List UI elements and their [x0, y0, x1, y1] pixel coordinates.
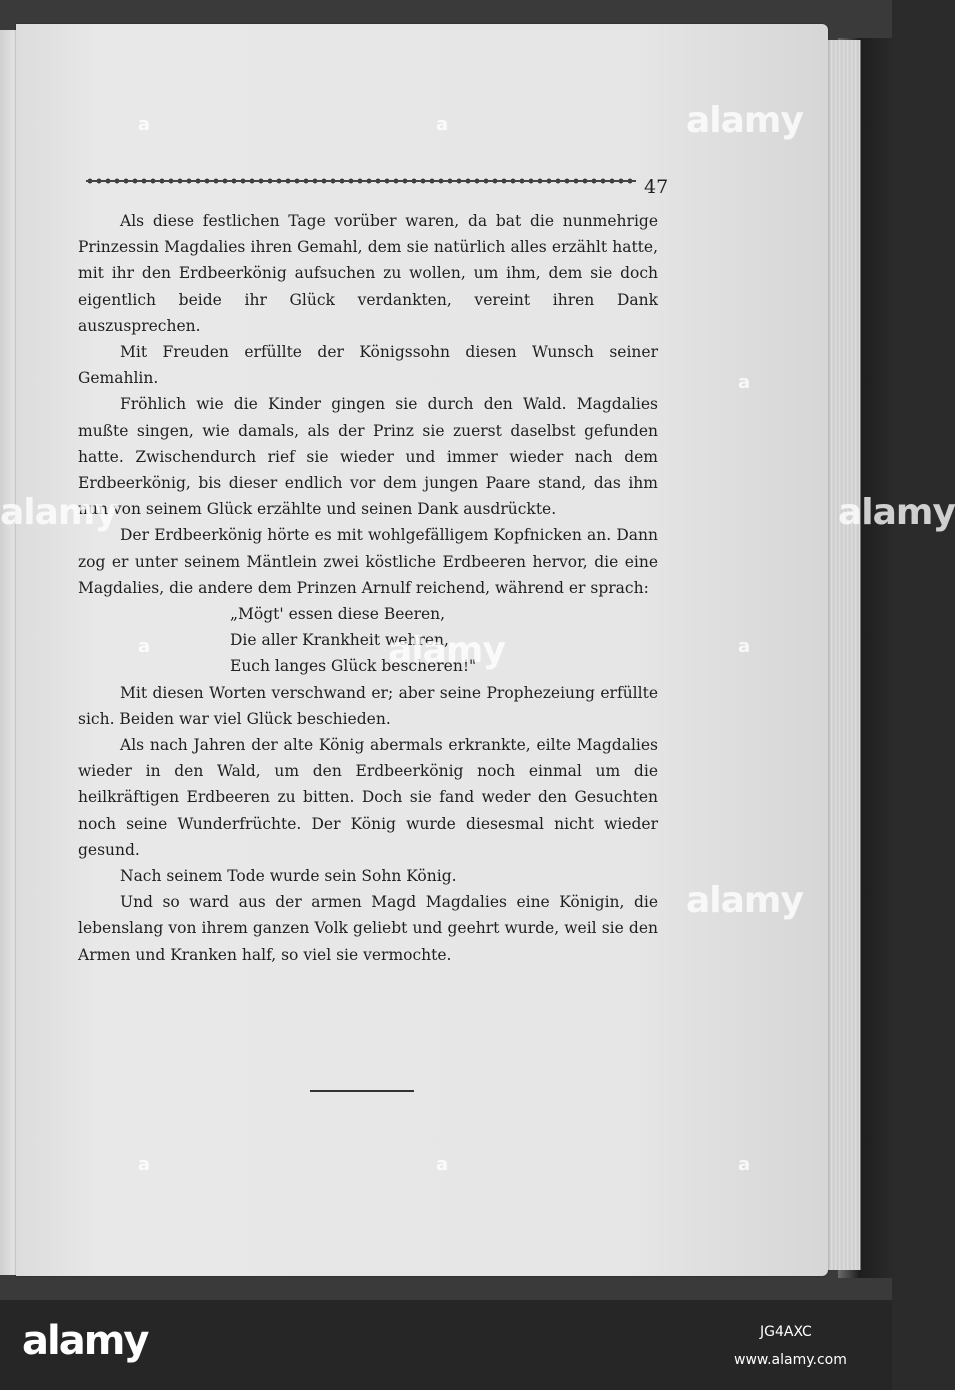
paragraph: Als nach Jahren der alte König abermals erkrankte, eilte Magdalies wieder in den Wald, um den Erdbeerkönig noch einmal um die heilkräftigen Erdbeeren zu bitten. Doch sie fand weder den Gesuchten noch seine Wunderfrüchte. Der König wurde diesesmal nicht wieder gesund.	[78, 736, 658, 859]
verse-line: Euch langes Glück bescheren!"	[230, 657, 477, 676]
watermark-footer	[0, 1300, 892, 1390]
ornamental-header-rule	[86, 176, 636, 186]
page-text	[78, 208, 658, 968]
watermark-mark: a	[738, 636, 751, 657]
paragraph: Mit Freuden erfüllte der Königssohn diesen Wunsch seiner Gemahlin.	[78, 343, 658, 388]
paragraph: Fröhlich wie die Kinder gingen sie durch den Wald. Magdalies mußte singen, wie damals, als der Prinz sie zuerst daselbst gefunden hatte. Zwischendurch rief sie wieder und immer wieder nach dem Erdbeerkönig, bis dieser endlich vor dem jungen Paare stand, das ihm nun von seinem Glück erzählte und seinen Dank ausdrückte.	[78, 395, 658, 519]
watermark-mark: a	[738, 372, 751, 393]
paragraph: Als diese festlichen Tage vorüber waren, da bat die nunmehrige Prinzessin Magdalies ihren Gemahl, dem sie natürlich alles erzählt hatte, mit ihr den Erdbeerkönig aufsuchen zu wollen, um ihm, dem sie doch eigentlich beide ihr Glück verdankten, vereint ihren Dank auszusprechen.	[78, 212, 658, 335]
previous-page-edge	[0, 30, 17, 1275]
closing-rule	[310, 1090, 414, 1092]
watermark-mark: a	[436, 114, 449, 135]
watermark-mark: a	[436, 1154, 449, 1175]
paragraph: Mit diesen Worten verschwand er; aber seine Prophezeiung erfüllte sich. Beiden war viel Glück beschieden.	[78, 683, 658, 728]
footer-logo: alamy	[22, 1318, 148, 1364]
verse-line: „Mögt' essen diese Beeren,	[230, 605, 446, 624]
watermark-logo: alamy	[686, 100, 803, 141]
watermark-logo: alamy	[838, 492, 955, 533]
paragraph: Nach seinem Tode wurde sein Sohn König.	[120, 867, 457, 886]
watermark-logo: alamy	[388, 630, 505, 671]
verse	[78, 601, 658, 680]
page-number: 47	[644, 176, 669, 198]
image-id: JG4AXC	[760, 1324, 812, 1340]
watermark-mark: a	[738, 1154, 751, 1175]
watermark-mark: a	[138, 114, 151, 135]
watermark-mark: a	[138, 1154, 151, 1175]
verse-line: Die aller Krankheit wehren,	[230, 631, 449, 650]
paragraph: Und so ward aus der armen Magd Magdalies eine Königin, die lebenslang von ihrem ganzen Volk geliebt und geehrt wurde, weil sie den Armen und Kranken half, so viel sie vermochte.	[78, 893, 658, 964]
watermark-logo: alamy	[0, 492, 117, 533]
footer-url: www.alamy.com	[734, 1352, 847, 1368]
watermark-mark: a	[138, 636, 151, 657]
watermark-logo: alamy	[686, 880, 803, 921]
paragraph: Der Erdbeerkönig hörte es mit wohlgefälligem Kopfnicken an. Dann zog er unter seinem Mäntlein zwei köstliche Erdbeeren hervor, die eine Magdalies, die andere dem Prinzen Arnulf reichend, während er sprach:	[78, 526, 658, 597]
